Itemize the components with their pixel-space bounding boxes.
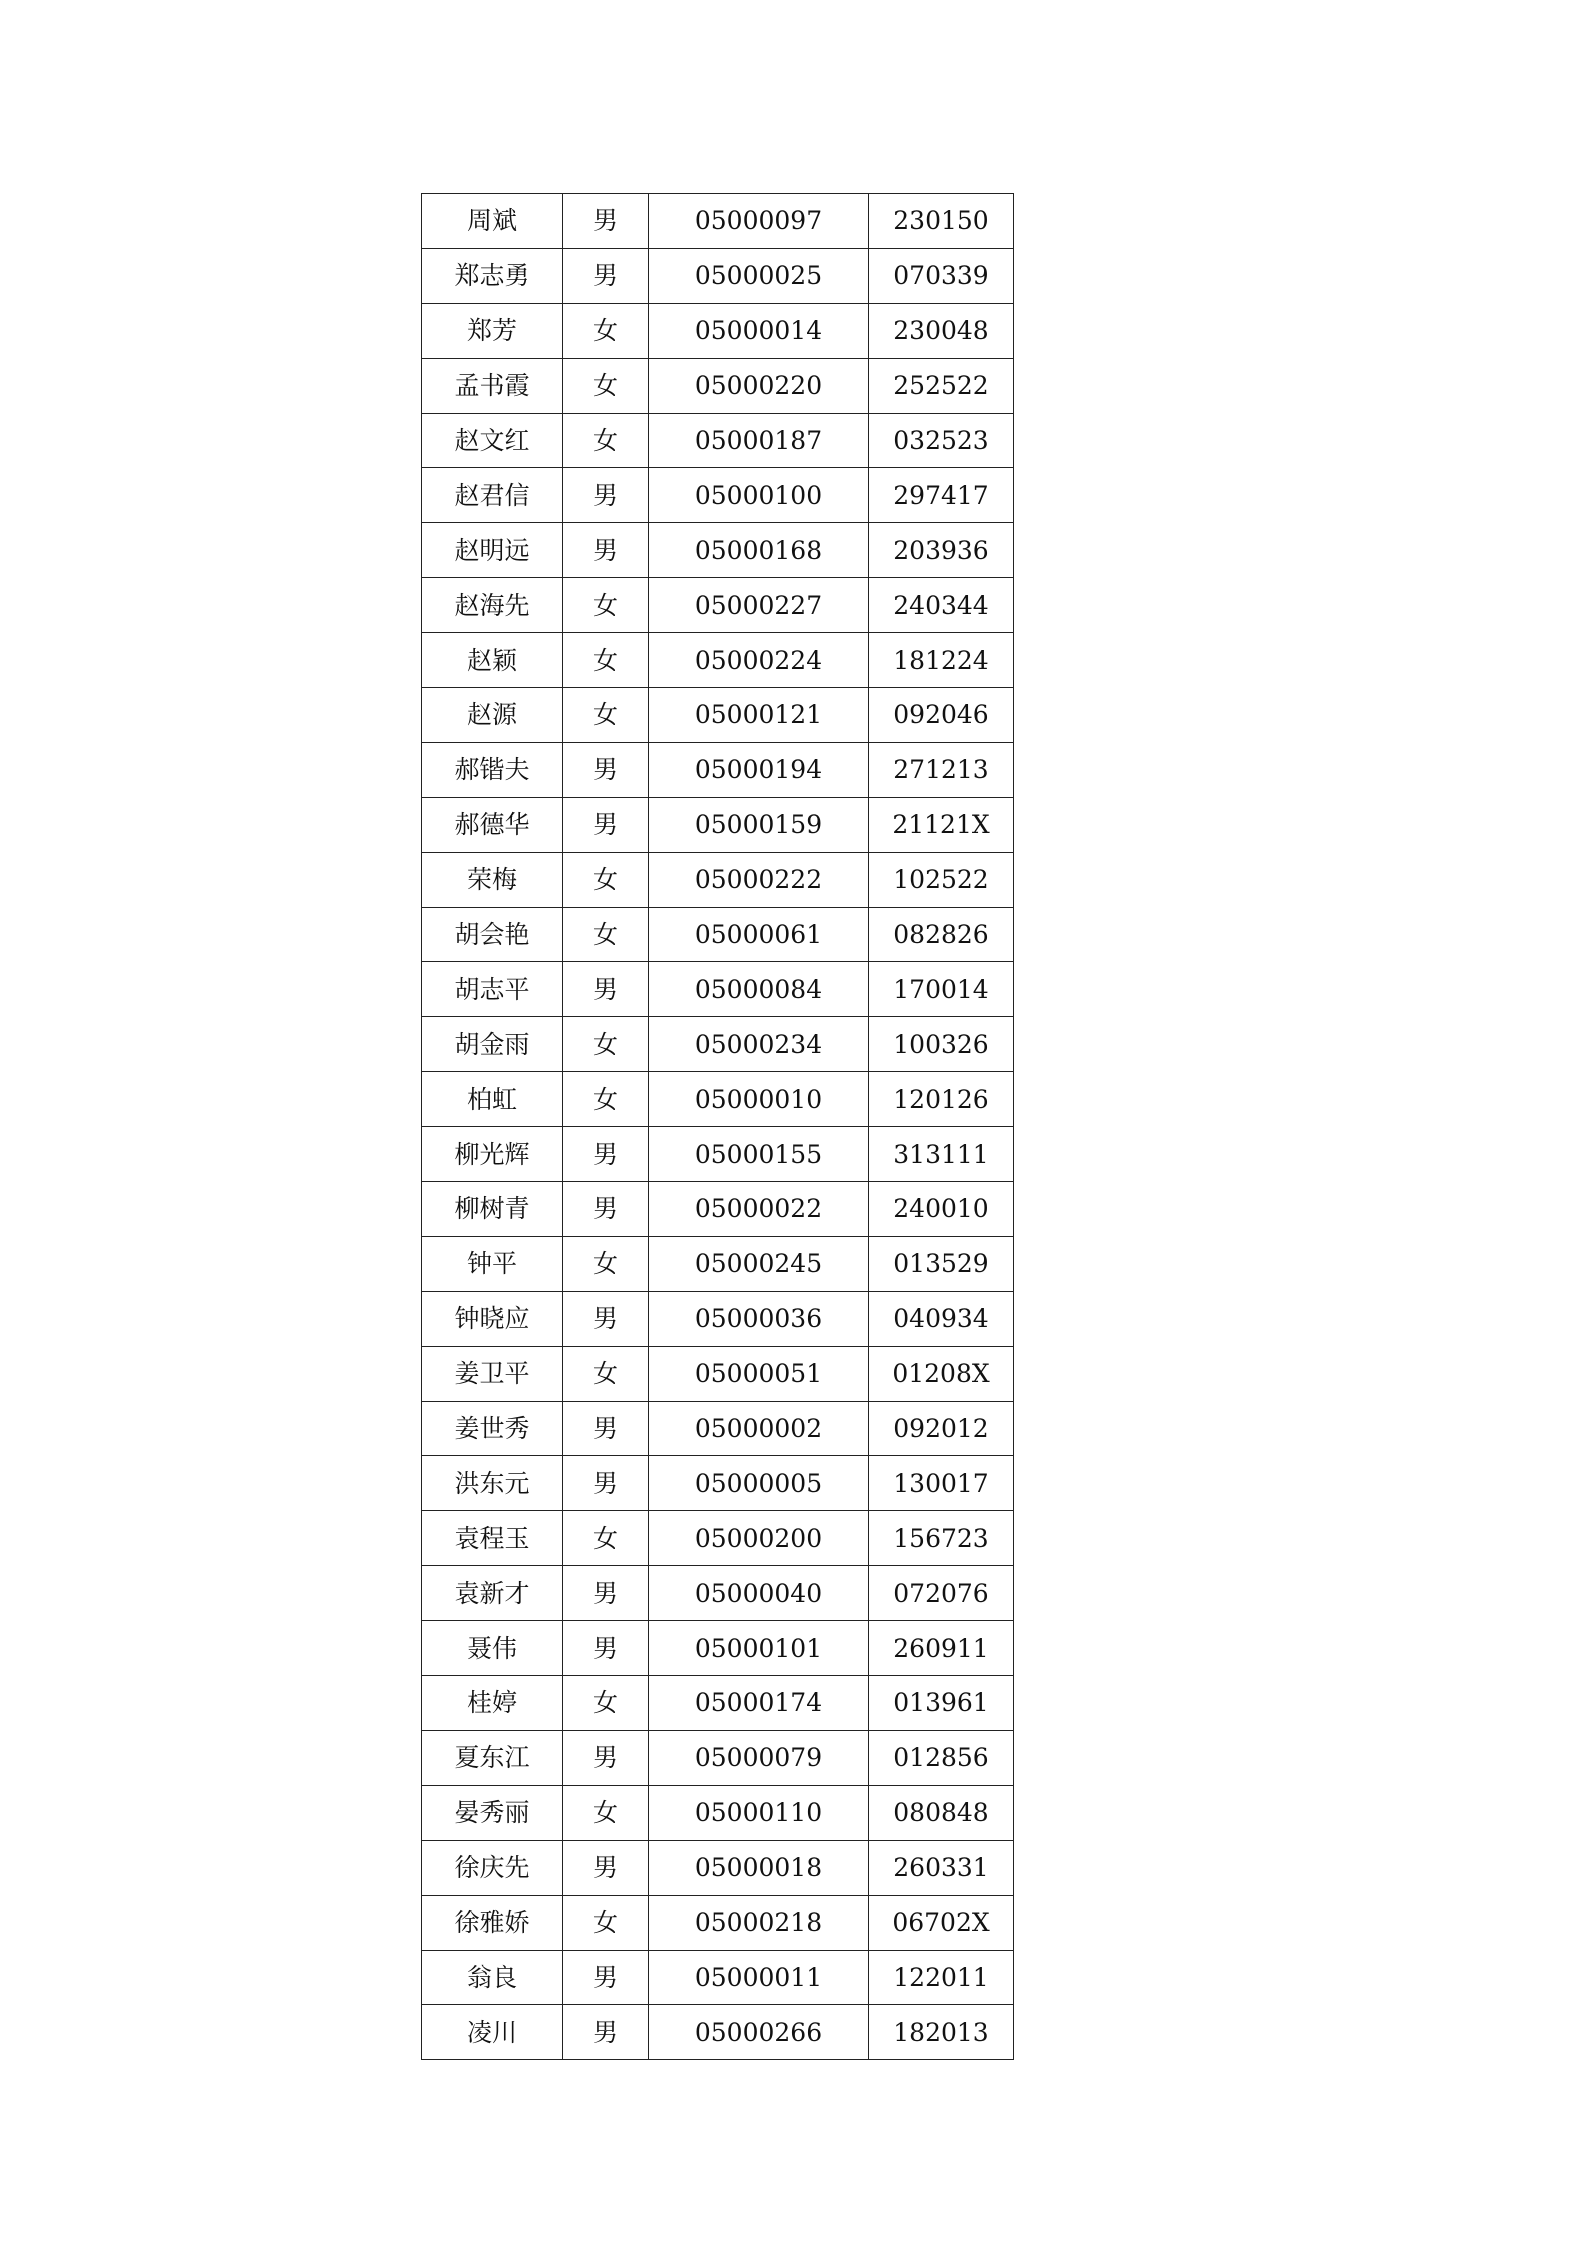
name-cell: 赵源: [422, 688, 563, 743]
id-cell: 05000005: [649, 1456, 869, 1511]
name-cell: 夏东江: [422, 1730, 563, 1785]
gender-cell: 男: [563, 2005, 649, 2060]
gender-cell: 女: [563, 1017, 649, 1072]
id-cell: 05000218: [649, 1895, 869, 1950]
table-row: [422, 633, 1014, 688]
name-cell: 胡志平: [422, 962, 563, 1017]
table-row: [422, 1072, 1014, 1127]
id-cell: 05000159: [649, 797, 869, 852]
gender-cell: 男: [563, 1291, 649, 1346]
id-cell: 05000234: [649, 1017, 869, 1072]
name-cell: 郝德华: [422, 797, 563, 852]
code-cell: 082826: [869, 907, 1014, 962]
name-cell: 晏秀丽: [422, 1785, 563, 1840]
gender-cell: 女: [563, 852, 649, 907]
gender-cell: 男: [563, 248, 649, 303]
code-cell: 230048: [869, 303, 1014, 358]
code-cell: 120126: [869, 1072, 1014, 1127]
table-row: [422, 1456, 1014, 1511]
name-cell: 袁程玉: [422, 1511, 563, 1566]
id-cell: 05000014: [649, 303, 869, 358]
name-cell: 姜卫平: [422, 1346, 563, 1401]
gender-cell: 男: [563, 194, 649, 249]
name-cell: 胡会艳: [422, 907, 563, 962]
name-cell: 郝锴夫: [422, 742, 563, 797]
id-cell: 05000040: [649, 1566, 869, 1621]
name-cell: 周斌: [422, 194, 563, 249]
table-row: [422, 962, 1014, 1017]
gender-cell: 女: [563, 1895, 649, 1950]
code-cell: 170014: [869, 962, 1014, 1017]
table-row: [422, 1291, 1014, 1346]
table-row: [422, 523, 1014, 578]
gender-cell: 男: [563, 1621, 649, 1676]
id-cell: 05000018: [649, 1840, 869, 1895]
table-row: [422, 194, 1014, 249]
code-cell: 156723: [869, 1511, 1014, 1566]
id-cell: 05000194: [649, 742, 869, 797]
table-row: [422, 1895, 1014, 1950]
code-cell: 06702X: [869, 1895, 1014, 1950]
code-cell: 182013: [869, 2005, 1014, 2060]
name-cell: 赵君信: [422, 468, 563, 523]
code-cell: 072076: [869, 1566, 1014, 1621]
gender-cell: 女: [563, 358, 649, 413]
id-cell: 05000187: [649, 413, 869, 468]
name-cell: 徐庆先: [422, 1840, 563, 1895]
id-cell: 05000025: [649, 248, 869, 303]
name-cell: 桂婷: [422, 1676, 563, 1731]
table-row: [422, 1840, 1014, 1895]
table-row: [422, 1127, 1014, 1182]
code-cell: 21121X: [869, 797, 1014, 852]
id-cell: 05000155: [649, 1127, 869, 1182]
name-cell: 聂伟: [422, 1621, 563, 1676]
id-cell: 05000097: [649, 194, 869, 249]
id-cell: 05000174: [649, 1676, 869, 1731]
gender-cell: 男: [563, 1456, 649, 1511]
id-cell: 05000010: [649, 1072, 869, 1127]
code-cell: 013529: [869, 1236, 1014, 1291]
name-cell: 孟书霞: [422, 358, 563, 413]
code-cell: 032523: [869, 413, 1014, 468]
code-cell: 102522: [869, 852, 1014, 907]
name-cell: 赵颖: [422, 633, 563, 688]
code-cell: 092012: [869, 1401, 1014, 1456]
code-cell: 313111: [869, 1127, 1014, 1182]
gender-cell: 男: [563, 797, 649, 852]
code-cell: 013961: [869, 1676, 1014, 1731]
table-row: [422, 303, 1014, 358]
gender-cell: 男: [563, 1950, 649, 2005]
gender-cell: 女: [563, 1072, 649, 1127]
id-cell: 05000222: [649, 852, 869, 907]
code-cell: 252522: [869, 358, 1014, 413]
code-cell: 080848: [869, 1785, 1014, 1840]
name-cell: 胡金雨: [422, 1017, 563, 1072]
table-row: [422, 1950, 1014, 2005]
code-cell: 240344: [869, 578, 1014, 633]
gender-cell: 男: [563, 468, 649, 523]
code-cell: 012856: [869, 1730, 1014, 1785]
code-cell: 122011: [869, 1950, 1014, 2005]
code-cell: 040934: [869, 1291, 1014, 1346]
gender-cell: 男: [563, 1127, 649, 1182]
table-row: [422, 2005, 1014, 2060]
gender-cell: 男: [563, 1730, 649, 1785]
code-cell: 297417: [869, 468, 1014, 523]
id-cell: 05000266: [649, 2005, 869, 2060]
code-cell: 130017: [869, 1456, 1014, 1511]
code-cell: 100326: [869, 1017, 1014, 1072]
id-cell: 05000227: [649, 578, 869, 633]
name-cell: 钟晓应: [422, 1291, 563, 1346]
name-cell: 郑芳: [422, 303, 563, 358]
gender-cell: 女: [563, 413, 649, 468]
code-cell: 181224: [869, 633, 1014, 688]
code-cell: 271213: [869, 742, 1014, 797]
id-cell: 05000168: [649, 523, 869, 578]
table-row: [422, 1566, 1014, 1621]
table-row: [422, 688, 1014, 743]
gender-cell: 女: [563, 1676, 649, 1731]
gender-cell: 女: [563, 633, 649, 688]
roster-table: [421, 193, 1014, 2060]
name-cell: 姜世秀: [422, 1401, 563, 1456]
id-cell: 05000011: [649, 1950, 869, 2005]
gender-cell: 女: [563, 907, 649, 962]
id-cell: 05000022: [649, 1182, 869, 1237]
code-cell: 230150: [869, 194, 1014, 249]
gender-cell: 男: [563, 1840, 649, 1895]
table-row: [422, 1182, 1014, 1237]
table-row: [422, 1676, 1014, 1731]
id-cell: 05000002: [649, 1401, 869, 1456]
id-cell: 05000110: [649, 1785, 869, 1840]
code-cell: 070339: [869, 248, 1014, 303]
id-cell: 05000079: [649, 1730, 869, 1785]
name-cell: 翁良: [422, 1950, 563, 2005]
table-row: [422, 742, 1014, 797]
name-cell: 郑志勇: [422, 248, 563, 303]
name-cell: 赵文红: [422, 413, 563, 468]
id-cell: 05000084: [649, 962, 869, 1017]
id-cell: 05000121: [649, 688, 869, 743]
gender-cell: 女: [563, 1785, 649, 1840]
table-row: [422, 1401, 1014, 1456]
table-row: [422, 358, 1014, 413]
gender-cell: 男: [563, 1401, 649, 1456]
name-cell: 赵明远: [422, 523, 563, 578]
id-cell: 05000224: [649, 633, 869, 688]
table-row: [422, 468, 1014, 523]
name-cell: 柳树青: [422, 1182, 563, 1237]
roster-table-body: [422, 194, 1014, 2060]
table-row: [422, 852, 1014, 907]
table-row: [422, 1236, 1014, 1291]
table-row: [422, 1730, 1014, 1785]
gender-cell: 女: [563, 1236, 649, 1291]
table-row: [422, 1346, 1014, 1401]
code-cell: 260331: [869, 1840, 1014, 1895]
table-row: [422, 1785, 1014, 1840]
gender-cell: 男: [563, 523, 649, 578]
table-row: [422, 797, 1014, 852]
id-cell: 05000061: [649, 907, 869, 962]
gender-cell: 男: [563, 1566, 649, 1621]
id-cell: 05000245: [649, 1236, 869, 1291]
id-cell: 05000101: [649, 1621, 869, 1676]
table-row: [422, 907, 1014, 962]
table-row: [422, 413, 1014, 468]
table-row: [422, 1621, 1014, 1676]
code-cell: 092046: [869, 688, 1014, 743]
gender-cell: 女: [563, 1346, 649, 1401]
id-cell: 05000220: [649, 358, 869, 413]
gender-cell: 女: [563, 1511, 649, 1566]
code-cell: 240010: [869, 1182, 1014, 1237]
table-row: [422, 1511, 1014, 1566]
name-cell: 柏虹: [422, 1072, 563, 1127]
gender-cell: 女: [563, 303, 649, 358]
id-cell: 05000200: [649, 1511, 869, 1566]
code-cell: 203936: [869, 523, 1014, 578]
name-cell: 徐雅娇: [422, 1895, 563, 1950]
name-cell: 洪东元: [422, 1456, 563, 1511]
gender-cell: 女: [563, 688, 649, 743]
name-cell: 荣梅: [422, 852, 563, 907]
table-row: [422, 1017, 1014, 1072]
name-cell: 袁新才: [422, 1566, 563, 1621]
gender-cell: 女: [563, 578, 649, 633]
id-cell: 05000100: [649, 468, 869, 523]
id-cell: 05000036: [649, 1291, 869, 1346]
gender-cell: 男: [563, 1182, 649, 1237]
name-cell: 钟平: [422, 1236, 563, 1291]
name-cell: 柳光辉: [422, 1127, 563, 1182]
code-cell: 260911: [869, 1621, 1014, 1676]
name-cell: 凌川: [422, 2005, 563, 2060]
id-cell: 05000051: [649, 1346, 869, 1401]
name-cell: 赵海先: [422, 578, 563, 633]
gender-cell: 男: [563, 742, 649, 797]
table-row: [422, 248, 1014, 303]
code-cell: 01208X: [869, 1346, 1014, 1401]
table-row: [422, 578, 1014, 633]
gender-cell: 男: [563, 962, 649, 1017]
